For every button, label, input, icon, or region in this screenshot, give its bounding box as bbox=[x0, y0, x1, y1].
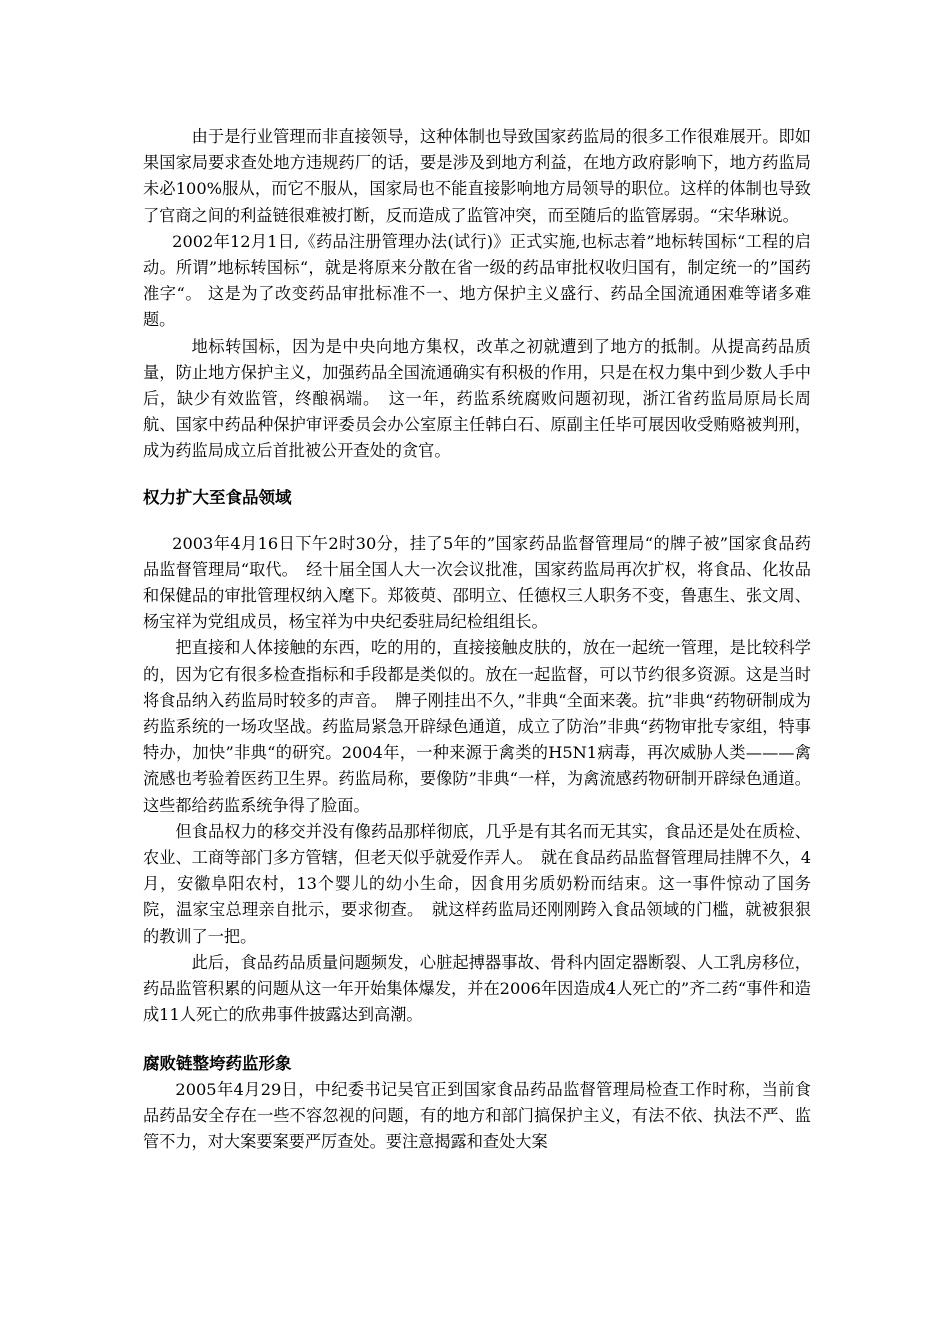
paragraph-6: 但食品权力的移交并没有像药品那样彻底，几乎是有其名而无其实，食品还是处在质检、农业、工商等部门多方管辖，但老天似乎就爱作弄人。 就在食品药品监督管理局挂牌不久，4月，安徽阜阳农村，13个婴儿的幼小生命，因食用劣质奶粉而结束。这一事件惊动了国务院，温家宝总理亲自批示，要求彻查。 就这样药监局还刚刚跨入食品领域的门槛，就被狠狠的教训了一把。 bbox=[143, 821, 811, 946]
section-heading-food: 权力扩大至食品领域 bbox=[143, 487, 292, 507]
paragraph-2: 2002年12月1日,《药品注册管理办法(试行)》正式实施,也标志着”地标转国标“工程的启动。所谓”地标转国标“，就是将原来分散在省一级的药品审批权收归国有，制定统一的”国药准字“。 这是为了改变药品审批标准不一、地方保护主义盛行、药品全国流通困难等诸多难题。 bbox=[143, 231, 811, 330]
paragraph-4: 2003年4月16日下午2时30分，挂了5年的”国家药品监督管理局“的牌子被”国家食品药品监督管理局“取代。 经十届全国人大一次会议批准，国家药监局再次扩权，将食品、化妆品和保健品的审批管理权纳入麾下。郑筱萸、邵明立、任德权三人职务不变，鲁惠生、张文周、杨宝祥为党组成员，杨宝祥为中央纪委驻局纪检组组长。 bbox=[143, 533, 811, 632]
spacer bbox=[143, 465, 811, 485]
paragraph-3: 地标转国标，因为是中央向地方集权，改革之初就遭到了地方的抵制。从提高药品质量，防止地方保护主义，加强药品全国流通确实有积极的作用，只是在权力集中到少数人手中后，缺少有效监管，终酿祸端。 这一年，药监系统腐败问题初现，浙江省药监局原局长周航、国家中药品种保护审评委员会办公室原主任韩白石、原副主任毕可展因收受贿赂被判刑，成为药监局成立后首批被公开查处的贪官。 bbox=[143, 336, 811, 461]
document-page bbox=[143, 124, 811, 1155]
section-heading-corruption: 腐败链整垮药监形象 bbox=[143, 1053, 292, 1073]
paragraph-8: 2005年4月29日，中纪委书记吴官正到国家食品药品监督管理局检查工作时称，当前食品药品安全存在一些不容忽视的问题，有的地方和部门搞保护主义，有法不依、执法不严、监管不力，对大案要案要严厉查处。要注意揭露和查处大案 bbox=[143, 1079, 811, 1151]
spacer bbox=[143, 1029, 811, 1051]
paragraph-5: 把直接和人体接触的东西，吃的用的，直接接触皮肤的，放在一起统一管理，是比较科学的，因为它有很多检查指标和手段都是类似的。放在一起监督，可以节约很多资源。这是当时将食品纳入药监局时较多的声音。 牌子刚挂出不久，”非典“全面来袭。抗”非典“药物研制成为药监系统的一场攻坚战。药监局紧急开辟绿色通道，成立了防治”非典“药物审批专家组，特事特办，加快”非典“的研究。2004年，一种来源于禽类的H5N1病毒，再次威胁人类———禽流感也考验着医药卫生界。药监局称，要像防”非典“一样，为禽流感药物研制开辟绿色通道。这些都给药监系统争得了脸面。 bbox=[143, 638, 811, 815]
paragraph-1: 由于是行业管理而非直接领导，这种体制也导致国家药监局的很多工作很难展开。即如果国家局要求查处地方违规药厂的话，要是涉及到地方利益，在地方政府影响下，地方药监局未必100%服从，而它不服从，国家局也不能直接影响地方局领导的职位。这样的体制也导致了官商之间的利益链很难被打断，反而造成了监管冲突，而至随后的监管孱弱。“宋华琳说。 bbox=[143, 127, 811, 225]
paragraph-7: 此后，食品药品质量问题频发，心脏起搏器事故、骨科内固定器断裂、人工乳房移位，药品监管积累的问题从这一年开始集体爆发，并在2006年因造成4人死亡的”齐二药“事件和造成11人死亡的欣弗事件披露达到高潮。 bbox=[143, 952, 811, 1025]
spacer bbox=[143, 511, 811, 531]
